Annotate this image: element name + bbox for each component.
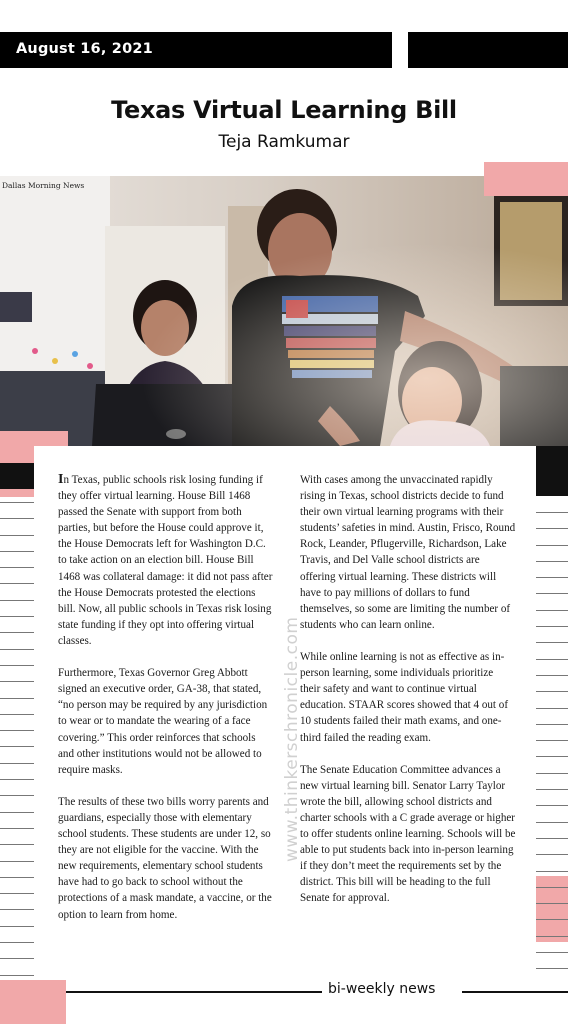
rule-line xyxy=(0,942,34,943)
rule-line xyxy=(536,773,568,774)
rule-line xyxy=(536,952,568,953)
article-author: Teja Ramkumar xyxy=(218,132,350,152)
rule-line xyxy=(0,681,34,682)
site-watermark: www.thinkerschronicle.com xyxy=(282,616,302,862)
accent-dark-right xyxy=(536,446,568,496)
accent-block-top-right xyxy=(484,162,568,196)
date-bar-right xyxy=(408,32,568,68)
rule-line xyxy=(0,600,34,601)
rule-line xyxy=(0,746,34,747)
rule-line xyxy=(536,871,568,872)
rule-line xyxy=(0,844,34,845)
rule-line xyxy=(0,502,34,503)
footer-rule-right xyxy=(462,991,568,993)
rule-line xyxy=(536,936,568,937)
paragraph: Furthermore, Texas Governor Greg Abbott signed an executive order, GA-38, that stated, “no person may be required by any jurisdiction to wear or to mandate the wearing of a face covering.” This order reinforces that schools and other institutions would not be allowed to require masks. xyxy=(58,667,268,776)
rule-line xyxy=(0,779,34,780)
rule-line xyxy=(0,518,34,519)
rule-line xyxy=(0,551,34,552)
rule-line xyxy=(0,567,34,568)
rule-line xyxy=(0,795,34,796)
paragraph xyxy=(58,472,274,649)
rule-line xyxy=(0,714,34,715)
paragraph: While online learning is not as effective as in-person learning, some individuals prioritize their safety and want to continue virtual education. STAAR scores showed that 4 out of 10 students failed their math exams, and one-third failed the reading exam. xyxy=(300,651,509,744)
drop-cap: I xyxy=(58,472,64,487)
rule-line xyxy=(536,512,568,513)
rule-line xyxy=(536,561,568,562)
rule-line xyxy=(536,724,568,725)
article-column-right xyxy=(300,472,516,923)
rule-line xyxy=(536,903,568,904)
article-title: Texas Virtual Learning Bill xyxy=(111,96,457,124)
rule-line xyxy=(0,909,34,910)
rule-line xyxy=(0,632,34,633)
margin-lines-left xyxy=(0,502,34,991)
rule-line xyxy=(536,675,568,676)
rule-line xyxy=(0,812,34,813)
rule-line xyxy=(536,691,568,692)
paragraph: The results of these two bills worry parents and guardians, especially those with elementary school students. These students are under 12, so they are not eligible for the vaccine. With the new requirements, elementary school students have had to go back to school without the protections of a mask mandate, a vaccine, or the option to learn from home. xyxy=(58,795,272,921)
accent-dark-left xyxy=(0,463,34,489)
paragraph: With cases among the unvaccinated rapidly rising in Texas, school districts decide to fund their own virtual learning programs with their students’ safeties in mind. Austin, Frisco, Round Rock, Leander, Pflugerville, Richardson, Lake Travis, and Del Valle school districts are offering virtual learning. These districts will have to pay millions of dollars to fund themselves, so some are limiting the number of students who can learn online. xyxy=(300,474,516,631)
rule-line xyxy=(536,805,568,806)
rule-line xyxy=(536,577,568,578)
rule-line xyxy=(0,861,34,862)
rule-line xyxy=(0,763,34,764)
margin-lines-right xyxy=(536,512,568,985)
rule-line xyxy=(0,698,34,699)
rule-line xyxy=(536,740,568,741)
rule-line xyxy=(536,919,568,920)
rule-line xyxy=(0,649,34,650)
rule-line xyxy=(0,730,34,731)
rule-line xyxy=(536,642,568,643)
rule-line xyxy=(536,789,568,790)
publication-date: August 16, 2021 xyxy=(16,41,153,57)
rule-line xyxy=(0,877,34,878)
photo-illustration xyxy=(0,176,568,446)
rule-line xyxy=(536,659,568,660)
rule-line xyxy=(0,616,34,617)
rule-line xyxy=(536,968,568,969)
footer-rule-left xyxy=(66,991,322,993)
article-column-left xyxy=(58,472,274,939)
rule-line xyxy=(536,838,568,839)
rule-line xyxy=(536,887,568,888)
paragraph-text: n Texas, public schools risk losing funding if they offer virtual learning. House Bill 1468 passed the Senate with support from both parties, but before the House could approve it, the House Democrats left for Washington D.C. to take action on an election bill. House Bill 1468 was collateral damage: it did not pass after the House Democrats protested the elections bill. Now, all public schools in Texas risk losing state funding if they opt into offering virtual classes. xyxy=(58,474,273,647)
rule-line xyxy=(536,708,568,709)
rule-line xyxy=(536,545,568,546)
rule-line xyxy=(0,958,34,959)
paragraph: The Senate Education Committee advances a new virtual learning bill. Senator Larry Taylor wrote the bill, allowing school districts and charter schools with a C grade average or higher to offer students online learning. Schools will be able to put students back into in-person learning if they don’t meet the requirements set by the district. This bill will be heading to the full Senate for approval. xyxy=(300,763,516,905)
article-photo xyxy=(0,176,568,446)
rule-line xyxy=(0,893,34,894)
rule-line xyxy=(0,583,34,584)
rule-line xyxy=(536,756,568,757)
rule-line xyxy=(0,535,34,536)
rule-line xyxy=(0,828,34,829)
rule-line xyxy=(536,593,568,594)
rule-line xyxy=(0,975,34,976)
rule-line xyxy=(536,528,568,529)
photo-credit: Dallas Morning News xyxy=(2,181,85,190)
rule-line xyxy=(0,926,34,927)
rule-line xyxy=(536,822,568,823)
rule-line xyxy=(536,610,568,611)
accent-block-left-lower xyxy=(0,489,34,497)
footer-label: bi-weekly news xyxy=(328,981,436,997)
rule-line xyxy=(536,626,568,627)
rule-line xyxy=(536,854,568,855)
rule-line xyxy=(0,665,34,666)
